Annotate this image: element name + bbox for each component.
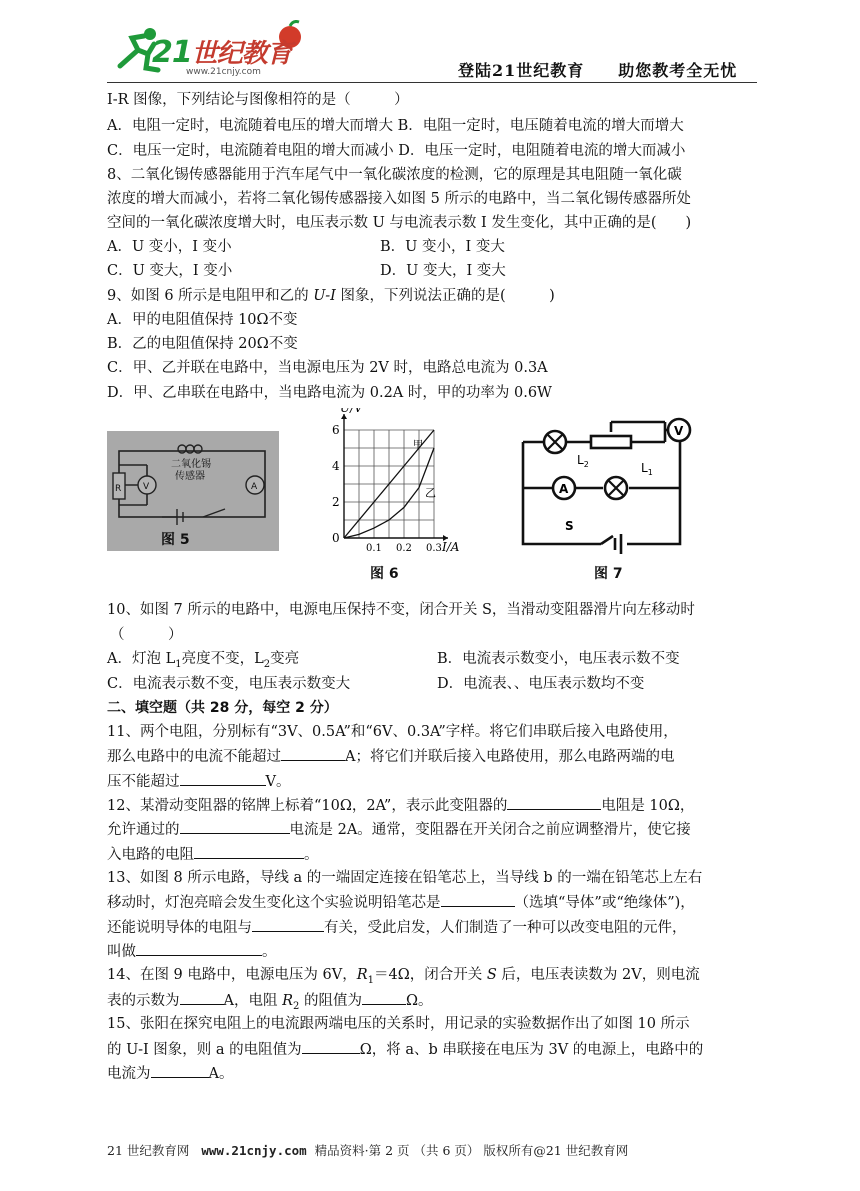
q10-option-d[interactable]: D．电流表、、电压表示数均不变	[437, 676, 645, 692]
q13-blank-3[interactable]	[136, 941, 262, 956]
y-tick-label: 2	[332, 495, 340, 509]
q11-l3-text-b: V。	[265, 774, 291, 790]
x-tick-label: 0.1	[366, 543, 382, 554]
q15-l2-text-a: 的 U-I 图象，则 a 的电阻值为	[107, 1042, 302, 1058]
q13-line1: 13、如图 8 所示电路，导线 a 的一端固定连接在铅笔芯上，当导线 b 的一端在铅笔芯上左右	[107, 870, 703, 886]
fig5-v-label: V	[143, 482, 150, 492]
q12-l3-text-a: 入电路的电阻	[107, 847, 194, 863]
q12-blank-2[interactable]	[180, 819, 290, 834]
q15-l3-text-b: A。	[208, 1066, 234, 1082]
figure-7-caption: 图 7	[594, 566, 623, 582]
header-divider	[107, 82, 757, 83]
x-tick-label: 0.3	[426, 543, 442, 554]
q7-option-c[interactable]: C．电压一定时，电流随着电阻的增大而减小	[107, 143, 394, 159]
figure-5-circuit	[107, 431, 279, 551]
q14-l2-text-c: 的阻值为	[299, 993, 362, 1009]
section-2-title: 二、填空题（共 28 分，每空 2 分）	[107, 700, 338, 716]
q13-line4	[107, 941, 277, 962]
logo-chinese: 世纪教育	[191, 39, 292, 69]
q15-l2-text-b: Ω，将 a、b 串联接在电压为 3V 的电源上，电路中的	[359, 1042, 704, 1058]
q9-stem-a: 9、如图 6 所示是电阻甲和乙的	[107, 288, 314, 304]
q14-r2: R	[282, 993, 294, 1009]
q15-l3-text-a: 电流为	[107, 1066, 151, 1082]
q11-l2-text-a: 那么电路中的电流不能超过	[107, 749, 281, 765]
q14-r2-sub: 2	[293, 1000, 300, 1012]
q11-l2-text-b: A；将它们并联后接入电路使用，那么电路两端的电	[345, 749, 675, 765]
figure-7-circuit	[515, 410, 695, 556]
y-tick-label: 0	[332, 531, 340, 545]
q7-row1	[107, 116, 684, 136]
q10-line1: 10、如图 7 所示的电路中，电源电压保持不变，闭合开关 S，当滑动变阻器滑片向左移动时	[107, 602, 695, 618]
q12-blank-3[interactable]	[194, 844, 304, 859]
header-slogan: 登陆21世纪教育 助您教考全无忧	[458, 61, 738, 80]
fig7-l2-label: $L_2$	[577, 453, 589, 469]
q9-option-d[interactable]: D．甲、乙串联在电路中，当电路电流为 0.2A 时，甲的功率为 0.6W	[107, 385, 552, 401]
q14-l1-text-a: 14、在图 9 电路中，电源电压为 6V，	[107, 967, 357, 983]
q14-r1-sub: 1	[367, 974, 374, 986]
footer-site: 21 世纪教育网	[107, 1143, 190, 1158]
q9-option-c[interactable]: C．甲、乙并联在电路中，当电源电压为 2V 时，电路总电流为 0.3A	[107, 360, 548, 376]
logo-url: www.21cnjy.com	[186, 67, 261, 77]
fig5-sensor-label-2: 传感器	[175, 471, 205, 482]
q10-opt-a-part2: 亮度不变，L	[181, 651, 264, 667]
q9-stem	[107, 286, 555, 306]
q8-line3: 空间的一氧化碳浓度增大时，电压表示数 U 与电流表示数 I 发生变化，其中正确的是( )	[107, 215, 692, 231]
q13-l3-text-b: 有关，受此启发，人们制造了一种可以改变电阻的元件，	[324, 920, 687, 936]
q8-option-c[interactable]: C．U 变大，I 变小	[107, 263, 233, 279]
q7-option-b[interactable]: B．电阻一定时，电压随着电流的增大而增大	[397, 118, 684, 134]
q15-line2	[107, 1039, 703, 1060]
y-axis-label: U/V	[340, 408, 363, 415]
q13-l2-text-a: 移动时，灯泡亮暗会发生变化这个实验说明铅笔芯是	[107, 895, 441, 911]
fig5-sensor-label-1: 二氧化锡	[171, 459, 211, 470]
logo-number: 21	[152, 35, 192, 70]
fig7-switch-label: S	[565, 519, 574, 533]
q9-stem-b: 图象，下列说法正确的是( )	[335, 288, 555, 304]
q15-line1: 15、张阳在探究电阻上的电流跟两端电压的关系时，用记录的实验数据作出了如图 10 所示	[107, 1016, 690, 1032]
q13-l3-text-a: 还能说明导体的电阻与	[107, 920, 252, 936]
footer-url[interactable]: www.21cnjy.com	[201, 1143, 307, 1158]
footer-rest: 精品资料·第 2 页 （共 6 页） 版权所有@21 世纪教育网	[314, 1143, 629, 1158]
fig7-ammeter-label: A	[559, 482, 569, 496]
q9-option-a[interactable]: A．甲的电阻值保持 10Ω不变	[107, 312, 298, 328]
q14-blank-1[interactable]	[180, 990, 224, 1005]
q13-l2-text-b: （选填“导体”或“绝缘体”)，	[514, 895, 695, 911]
q14-l2-text-b: A，电阻	[223, 993, 283, 1009]
page-footer	[107, 1141, 628, 1159]
logo-text	[152, 33, 292, 70]
figure-5-caption: 图 5	[161, 532, 190, 548]
q10-opt-a-part1: A．灯泡 L	[107, 651, 176, 667]
q13-line3	[107, 917, 687, 938]
q10-option-b[interactable]: B．电流表示数变小，电压表示数不变	[437, 651, 680, 667]
q14-switch-s: S	[486, 967, 497, 983]
fig7-l1-label: $L_1$	[641, 461, 653, 477]
x-tick-label: 0.2	[396, 543, 412, 554]
q15-line3	[107, 1063, 233, 1084]
q8-line1: 8、二氧化锡传感器能用于汽车尾气中一氧化碳浓度的检测，它的原理是其电阻随一氧化碳	[107, 167, 682, 183]
figure-6	[318, 408, 478, 558]
q12-l1-text-a: 12、某滑动变阻器的铭牌上标着“10Ω，2A”，表示此变阻器的	[107, 798, 508, 814]
q8-option-d[interactable]: D．U 变大，I 变大	[380, 263, 506, 279]
series-yi-label: 乙	[425, 486, 436, 500]
series-jia-label: 甲	[413, 440, 423, 451]
q10-opt-a-sub2: 2	[263, 658, 271, 670]
q10-option-a[interactable]	[107, 649, 299, 675]
q9-stem-ui: U-I	[313, 288, 336, 304]
q8-option-b[interactable]: B．U 变小，I 变大	[380, 239, 505, 255]
q11-blank-1[interactable]	[281, 746, 345, 761]
q12-l2-text-b: 电流是 2A。通常，变阻器在开关闭合之前应调整滑片，使它接	[289, 822, 691, 838]
q14-r1: R	[356, 967, 368, 983]
q12-l3-text-b: 。	[304, 847, 319, 863]
figure-6-caption: 图 6	[370, 566, 399, 582]
figure-6-chart	[318, 408, 478, 558]
q14-blank-2[interactable]	[362, 990, 406, 1005]
q14-l2-text-a: 表的示数为	[107, 993, 180, 1009]
q15-blank-2[interactable]	[151, 1063, 209, 1078]
q14-l2-text-d: Ω。	[406, 993, 433, 1009]
q12-blank-1[interactable]	[507, 795, 601, 810]
q7-option-a[interactable]: A．电阻一定时，电流随着电压的增大而增大	[107, 118, 393, 134]
x-axis-label: I/A	[442, 540, 460, 554]
q11-l3-text-a: 压不能超过	[107, 774, 180, 790]
q12-line1	[107, 795, 694, 816]
q10-option-c[interactable]: C．电流表示数不变，电压表示数变大	[107, 676, 351, 692]
q8-line2: 浓度的增大而减小，若将二氧化锡传感器接入如图 5 所示的电路中，当二氧化锡传感器所处	[107, 191, 691, 207]
q13-l4-text-a: 叫做	[107, 944, 136, 960]
q12-line3	[107, 844, 319, 865]
q13-blank-2[interactable]	[252, 917, 324, 932]
q8-option-a[interactable]: A．U 变小，I 变小	[107, 239, 232, 255]
q14-line2	[107, 990, 433, 1017]
q14-l1-text-b: ＝4Ω，闭合开关	[374, 967, 487, 983]
q15-blank-1[interactable]	[302, 1039, 360, 1054]
q14-l1-text-c: 后，电压表读数为 2V，则电流	[496, 967, 700, 983]
figure-5	[107, 431, 279, 551]
figure-7	[515, 410, 695, 556]
q12-l2-text-a: 允许通过的	[107, 822, 180, 838]
y-tick-label: 4	[332, 459, 340, 473]
q7-option-d[interactable]: D．电压一定时，电阻随着电流的增大而减小	[398, 143, 686, 159]
q11-line2	[107, 746, 674, 767]
q12-l1-text-b: 电阻是 10Ω，	[601, 798, 695, 814]
q11-blank-2[interactable]	[180, 771, 266, 786]
q14-line1	[107, 965, 700, 991]
q10-opt-a-part3: 变亮	[270, 651, 300, 667]
q10-line2: （ ）	[110, 627, 183, 643]
fig5-r-label: R	[115, 484, 122, 494]
q13-l4-text-b: 。	[262, 944, 277, 960]
y-tick-label: 6	[332, 423, 340, 437]
q11-line1: 11、两个电阻，分别标有“3V、0.5A”和“6V、0.3A”字样。将它们串联后接入电路使用，	[107, 724, 678, 740]
q13-blank-1[interactable]	[441, 892, 515, 907]
q10-opt-a-sub1: 1	[175, 658, 182, 670]
q13-line2	[107, 892, 695, 913]
q12-line2	[107, 819, 691, 840]
q7-row2	[107, 141, 685, 161]
fig5-a-label: A	[251, 482, 258, 492]
q11-line3	[107, 771, 290, 792]
q9-option-b[interactable]: B．乙的电阻值保持 20Ω不变	[107, 336, 298, 352]
q7-stem: I-R 图像，下列结论与图像相符的是（ ）	[107, 92, 409, 108]
fig7-voltmeter-label: V	[674, 424, 684, 438]
